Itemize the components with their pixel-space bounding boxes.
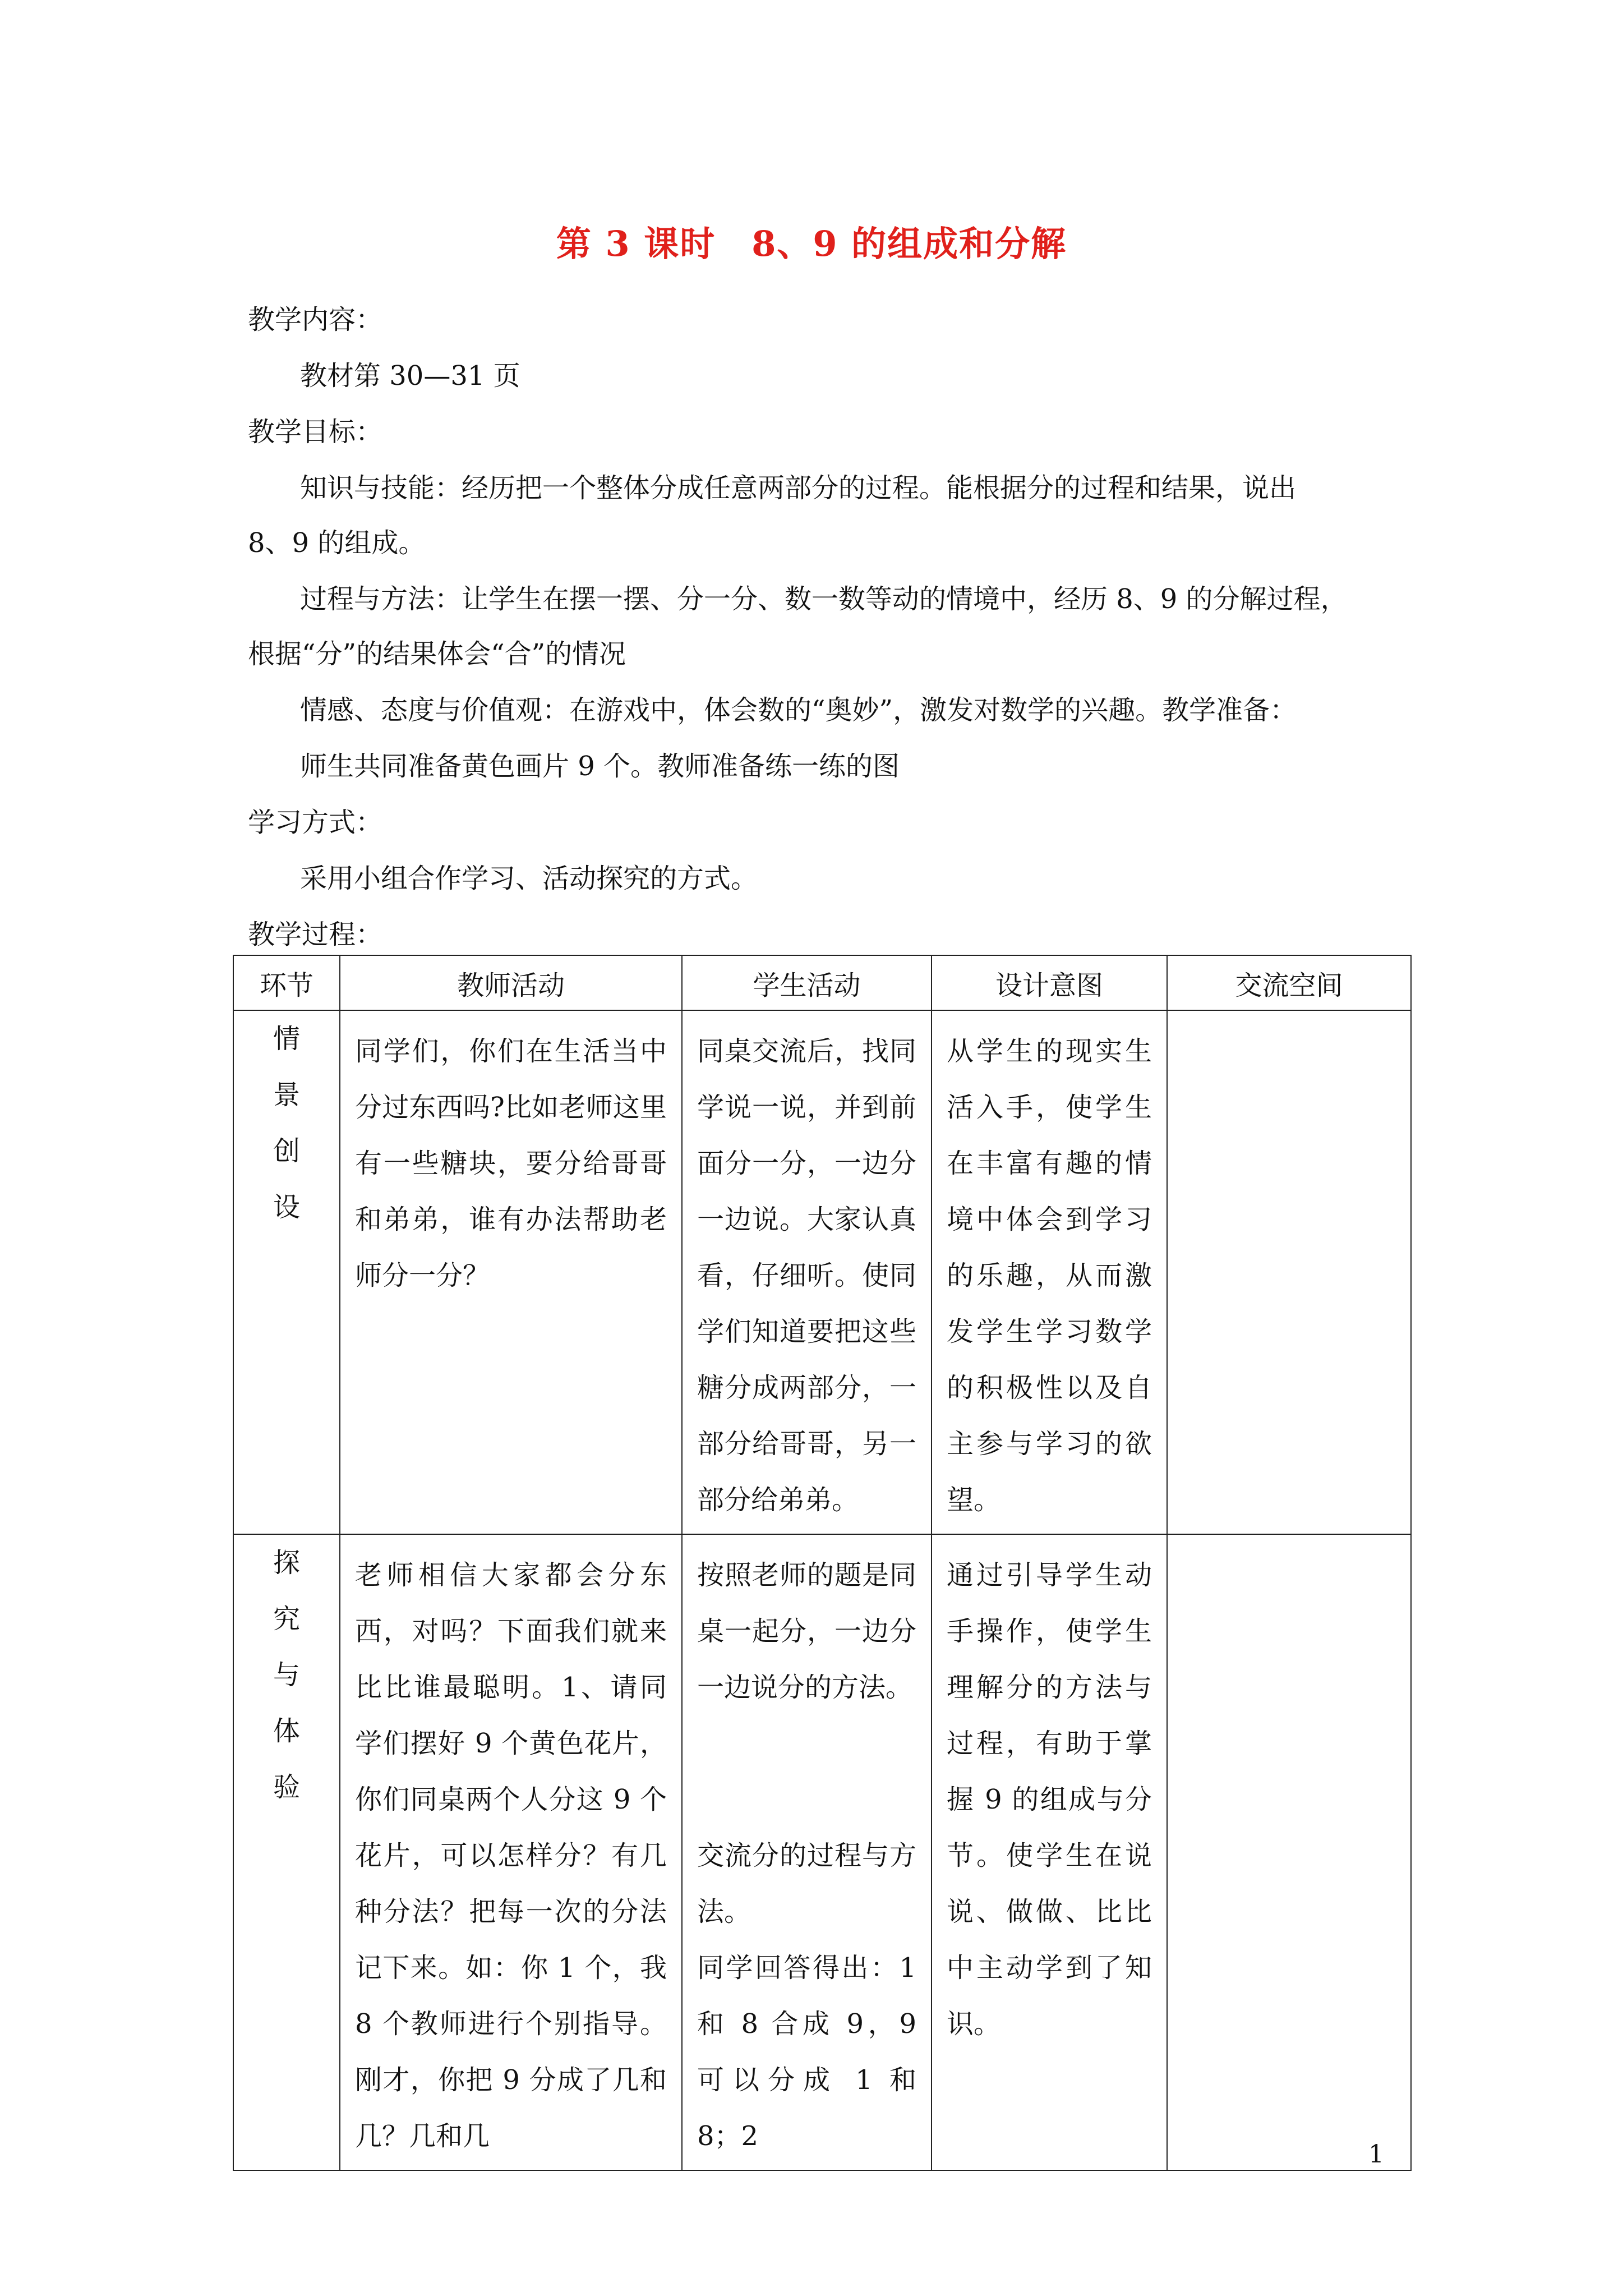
header-student-activity: 学生活动 xyxy=(682,955,932,1010)
process-label: 教学过程： xyxy=(248,919,383,950)
page-number: 1 xyxy=(1368,2140,1384,2169)
goal-process-line-2: 根据“分”的结果体会“合”的情况 xyxy=(248,638,626,670)
exchange-space-cell xyxy=(1168,1011,1410,1029)
exchange-space-cell xyxy=(1168,1535,1410,1553)
design-intent-cell: 从学生的现实生活入手，使学生在丰富有趣的情境中体会到学习的乐趣，从而激发学生学习数学的积极性以及自主参与学习的欲望。 xyxy=(947,1036,1152,1516)
table-header-row xyxy=(233,955,1411,1010)
goal-knowledge-line-2: 8、9 的组成。 xyxy=(248,527,426,559)
student-activity-cell xyxy=(683,1535,931,2170)
spacer xyxy=(697,1715,916,1828)
method-text: 采用小组合作学习、活动探究的方式。 xyxy=(300,863,758,894)
header-exchange-space: 交流空间 xyxy=(1167,955,1411,1010)
header-stage: 环节 xyxy=(233,955,340,1010)
header-teacher-activity: 教师活动 xyxy=(340,955,682,1010)
table-row xyxy=(233,1010,1411,1534)
prep-text: 师生共同准备黄色画片 9 个。教师准备练一练的图 xyxy=(300,751,900,782)
header-design-intent: 设计意图 xyxy=(932,955,1167,1010)
lesson-process-table xyxy=(233,955,1412,2171)
student-activity-part-c: 同学回答得出：1 和 8 合成 9，9 可以分成 1 和 8；2 xyxy=(697,1952,916,2152)
goal-knowledge-line-1: 知识与技能：经历把一个整体分成任意两部分的过程。能根据分的过程和结果，说出 xyxy=(300,472,1297,504)
content-label: 教学内容： xyxy=(248,304,383,335)
method-label: 学习方式： xyxy=(248,807,383,838)
goal-label: 教学目标： xyxy=(248,416,383,448)
lesson-title: 第 3 课时 8、9 的组成和分解 xyxy=(556,223,1067,264)
design-intent-cell: 通过引导学生动手操作，使学生理解分的方法与过程，有助于掌握 9 的组成与分节。使学生在说说、做做、比比中主动学到了知识。 xyxy=(947,1559,1152,2040)
teacher-activity-cell: 同学们，你们在生活当中分过东西吗?比如老师这里有一些糖块，要分给哥哥和弟弟，谁有办法帮助老师分一分？ xyxy=(355,1036,667,1291)
goal-process-line-1: 过程与方法：让学生在摆一摆、分一分、数一数等动的情境中，经历 8、9 的分解过程， xyxy=(300,583,1348,615)
table-row xyxy=(233,1534,1411,2170)
content-text: 教材第 30—31 页 xyxy=(300,360,520,392)
student-activity-part-b: 交流分的过程与方法。 xyxy=(697,1840,916,1927)
student-activity-part-a: 按照老师的题是同桌一起分，一边分一边说分的方法。 xyxy=(697,1559,916,1703)
student-activity-cell: 同桌交流后，找同学说一说，并到前面分一分，一边分一边说。大家认真看，仔细听。使同学们知道要把这些糖分成两部分，一部分给哥哥，另一部分给弟弟。 xyxy=(697,1036,916,1516)
stage-label: 情 景 创 设 xyxy=(273,1023,300,1223)
stage-label: 探 究 与 体 验 xyxy=(273,1547,300,1803)
goal-emotion: 情感、态度与价值观：在游戏中，体会数的“奥妙”，激发对数学的兴趣。教学准备： xyxy=(300,694,1297,726)
teacher-activity-cell: 老师相信大家都会分东西，对吗？下面我们就来比比谁最聪明。1、请同学们摆好 9 个黄色花片，你们同桌两个人分这 9 个花片，可以怎样分？有几种分法？把每一次的分法记下来。如：你 1 个，我 8 个教师进行个别指导。刚才，你把 9 分成了几和几？几和几 xyxy=(355,1559,667,2152)
